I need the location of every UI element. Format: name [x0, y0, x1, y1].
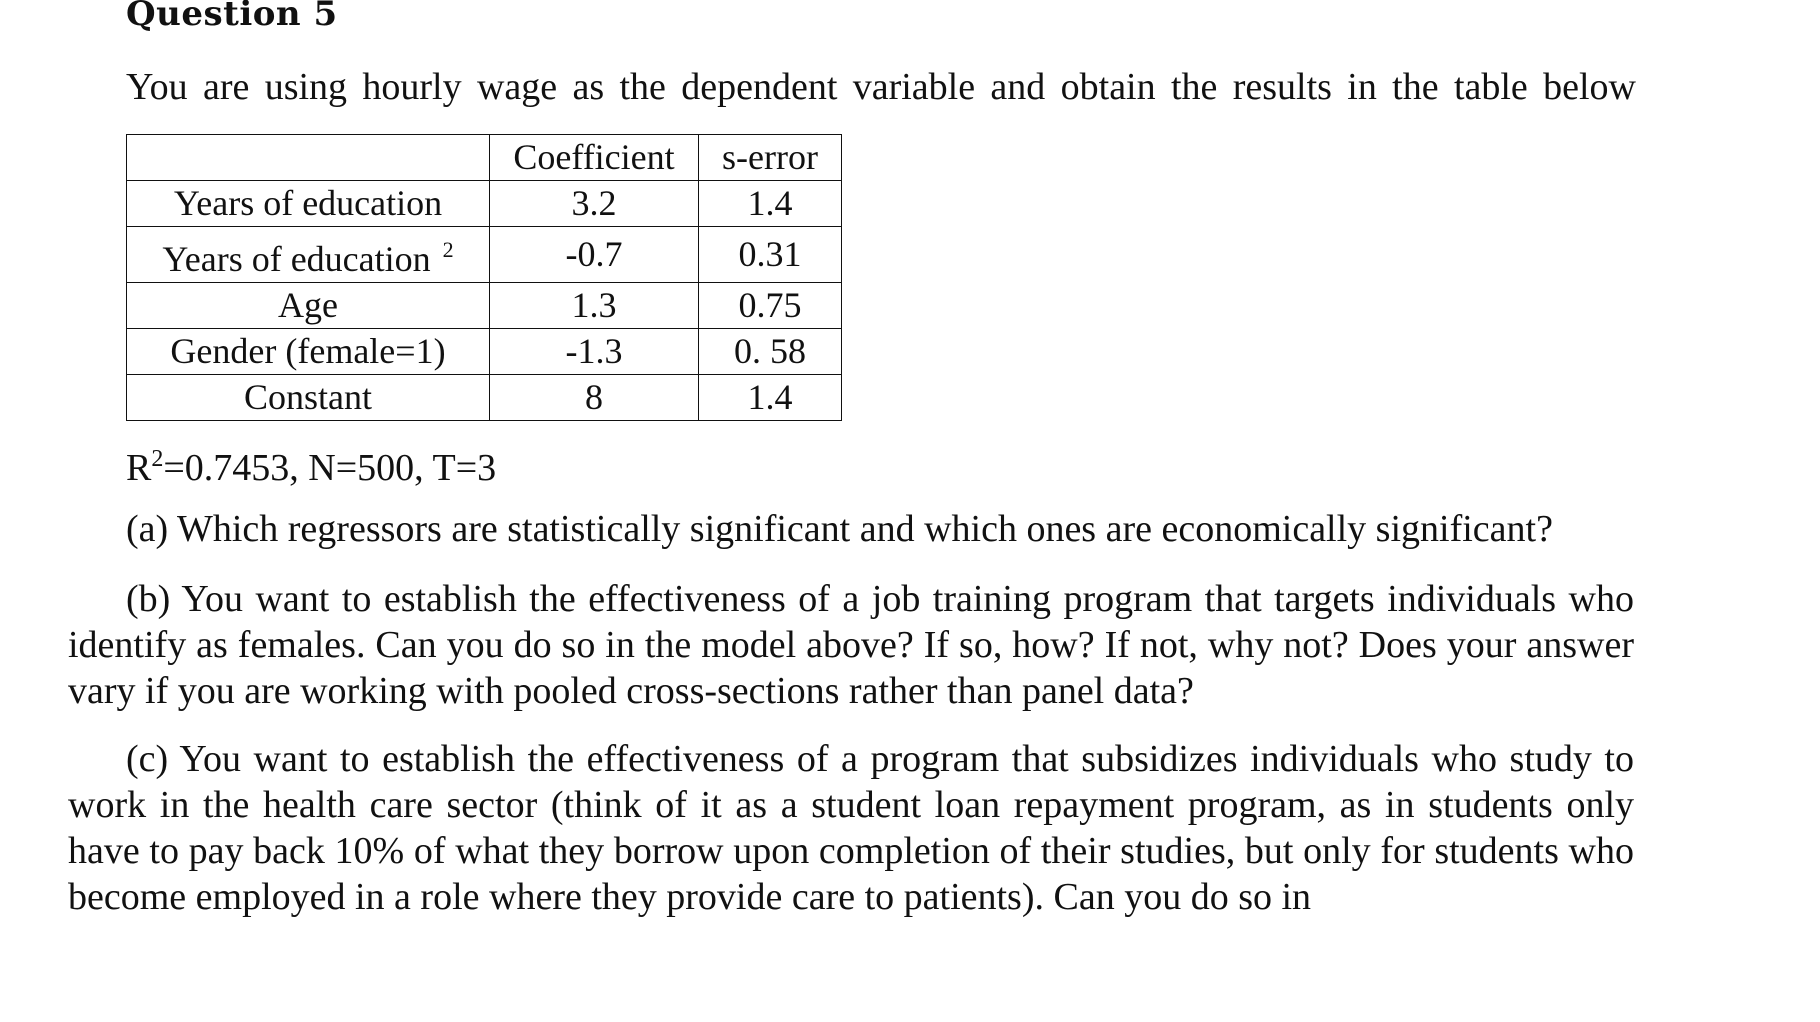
coefficient-cell: 8 — [490, 375, 699, 421]
variable-name: Years of education — [173, 183, 443, 223]
model-statistics — [126, 436, 496, 491]
variable-name: Gender (female=1) — [170, 331, 446, 371]
question-intro: You are using hourly wage as the dependent variable and obtain the results in the table below — [126, 66, 1636, 108]
regression-table — [126, 134, 842, 421]
table-header-cell-coefficient: Coefficient — [490, 135, 699, 181]
variable-cell — [127, 375, 490, 421]
table-header-cell-s-error: s-error — [699, 135, 842, 181]
variable-name: Constant — [243, 377, 372, 417]
part-a-text: (a) Which regressors are statistically significant and which ones are economically significant? — [126, 508, 1553, 550]
s-error-cell: 1.4 — [699, 375, 842, 421]
variable-name: Age — [278, 285, 338, 325]
table-row — [127, 329, 842, 375]
part-b-text: (b) You want to establish the effectiveness of a job training program that targets individuals who identify as females. Can you do so in the model above? If so, how? If not, why not? Does your answer vary if you are working with pooled cross-sections rather than panel data? — [68, 578, 1634, 712]
variable-superscript: 2 — [442, 237, 454, 262]
variable-cell — [127, 329, 490, 375]
coefficient-cell: 3.2 — [490, 181, 699, 227]
s-error-cell: 0. 58 — [699, 329, 842, 375]
s-error-cell: 0.75 — [699, 283, 842, 329]
question-heading: Question 5 — [126, 0, 338, 34]
variable-cell — [127, 227, 490, 283]
part-c-text: (c) You want to establish the effectiveness of a program that subsidizes individuals who study to work in the health care sector (think of it as a student loan repayment program, as in students only have to pay back 10% of what they borrow upon completion of their studies, but only for students who become employed in a role where they provide care to patients). Can you do so in — [68, 738, 1634, 918]
table-row — [127, 375, 842, 421]
table-row — [127, 181, 842, 227]
coefficient-cell: 1.3 — [490, 283, 699, 329]
model-statistics-values: =0.7453, N=500, T=3 — [163, 447, 497, 489]
variable-cell — [127, 283, 490, 329]
coefficient-cell: -1.3 — [490, 329, 699, 375]
coefficient-cell: -0.7 — [490, 227, 699, 283]
table-header-cell-variable — [127, 135, 490, 181]
s-error-cell: 1.4 — [699, 181, 842, 227]
table-header-row — [127, 135, 842, 181]
s-error-cell: 0.31 — [699, 227, 842, 283]
variable-cell — [127, 181, 490, 227]
table-row — [127, 283, 842, 329]
r-squared-superscript: 2 — [151, 446, 164, 472]
variable-name: Years of education — [162, 239, 431, 279]
table-row — [127, 227, 842, 283]
r-squared-label: R — [126, 447, 152, 489]
